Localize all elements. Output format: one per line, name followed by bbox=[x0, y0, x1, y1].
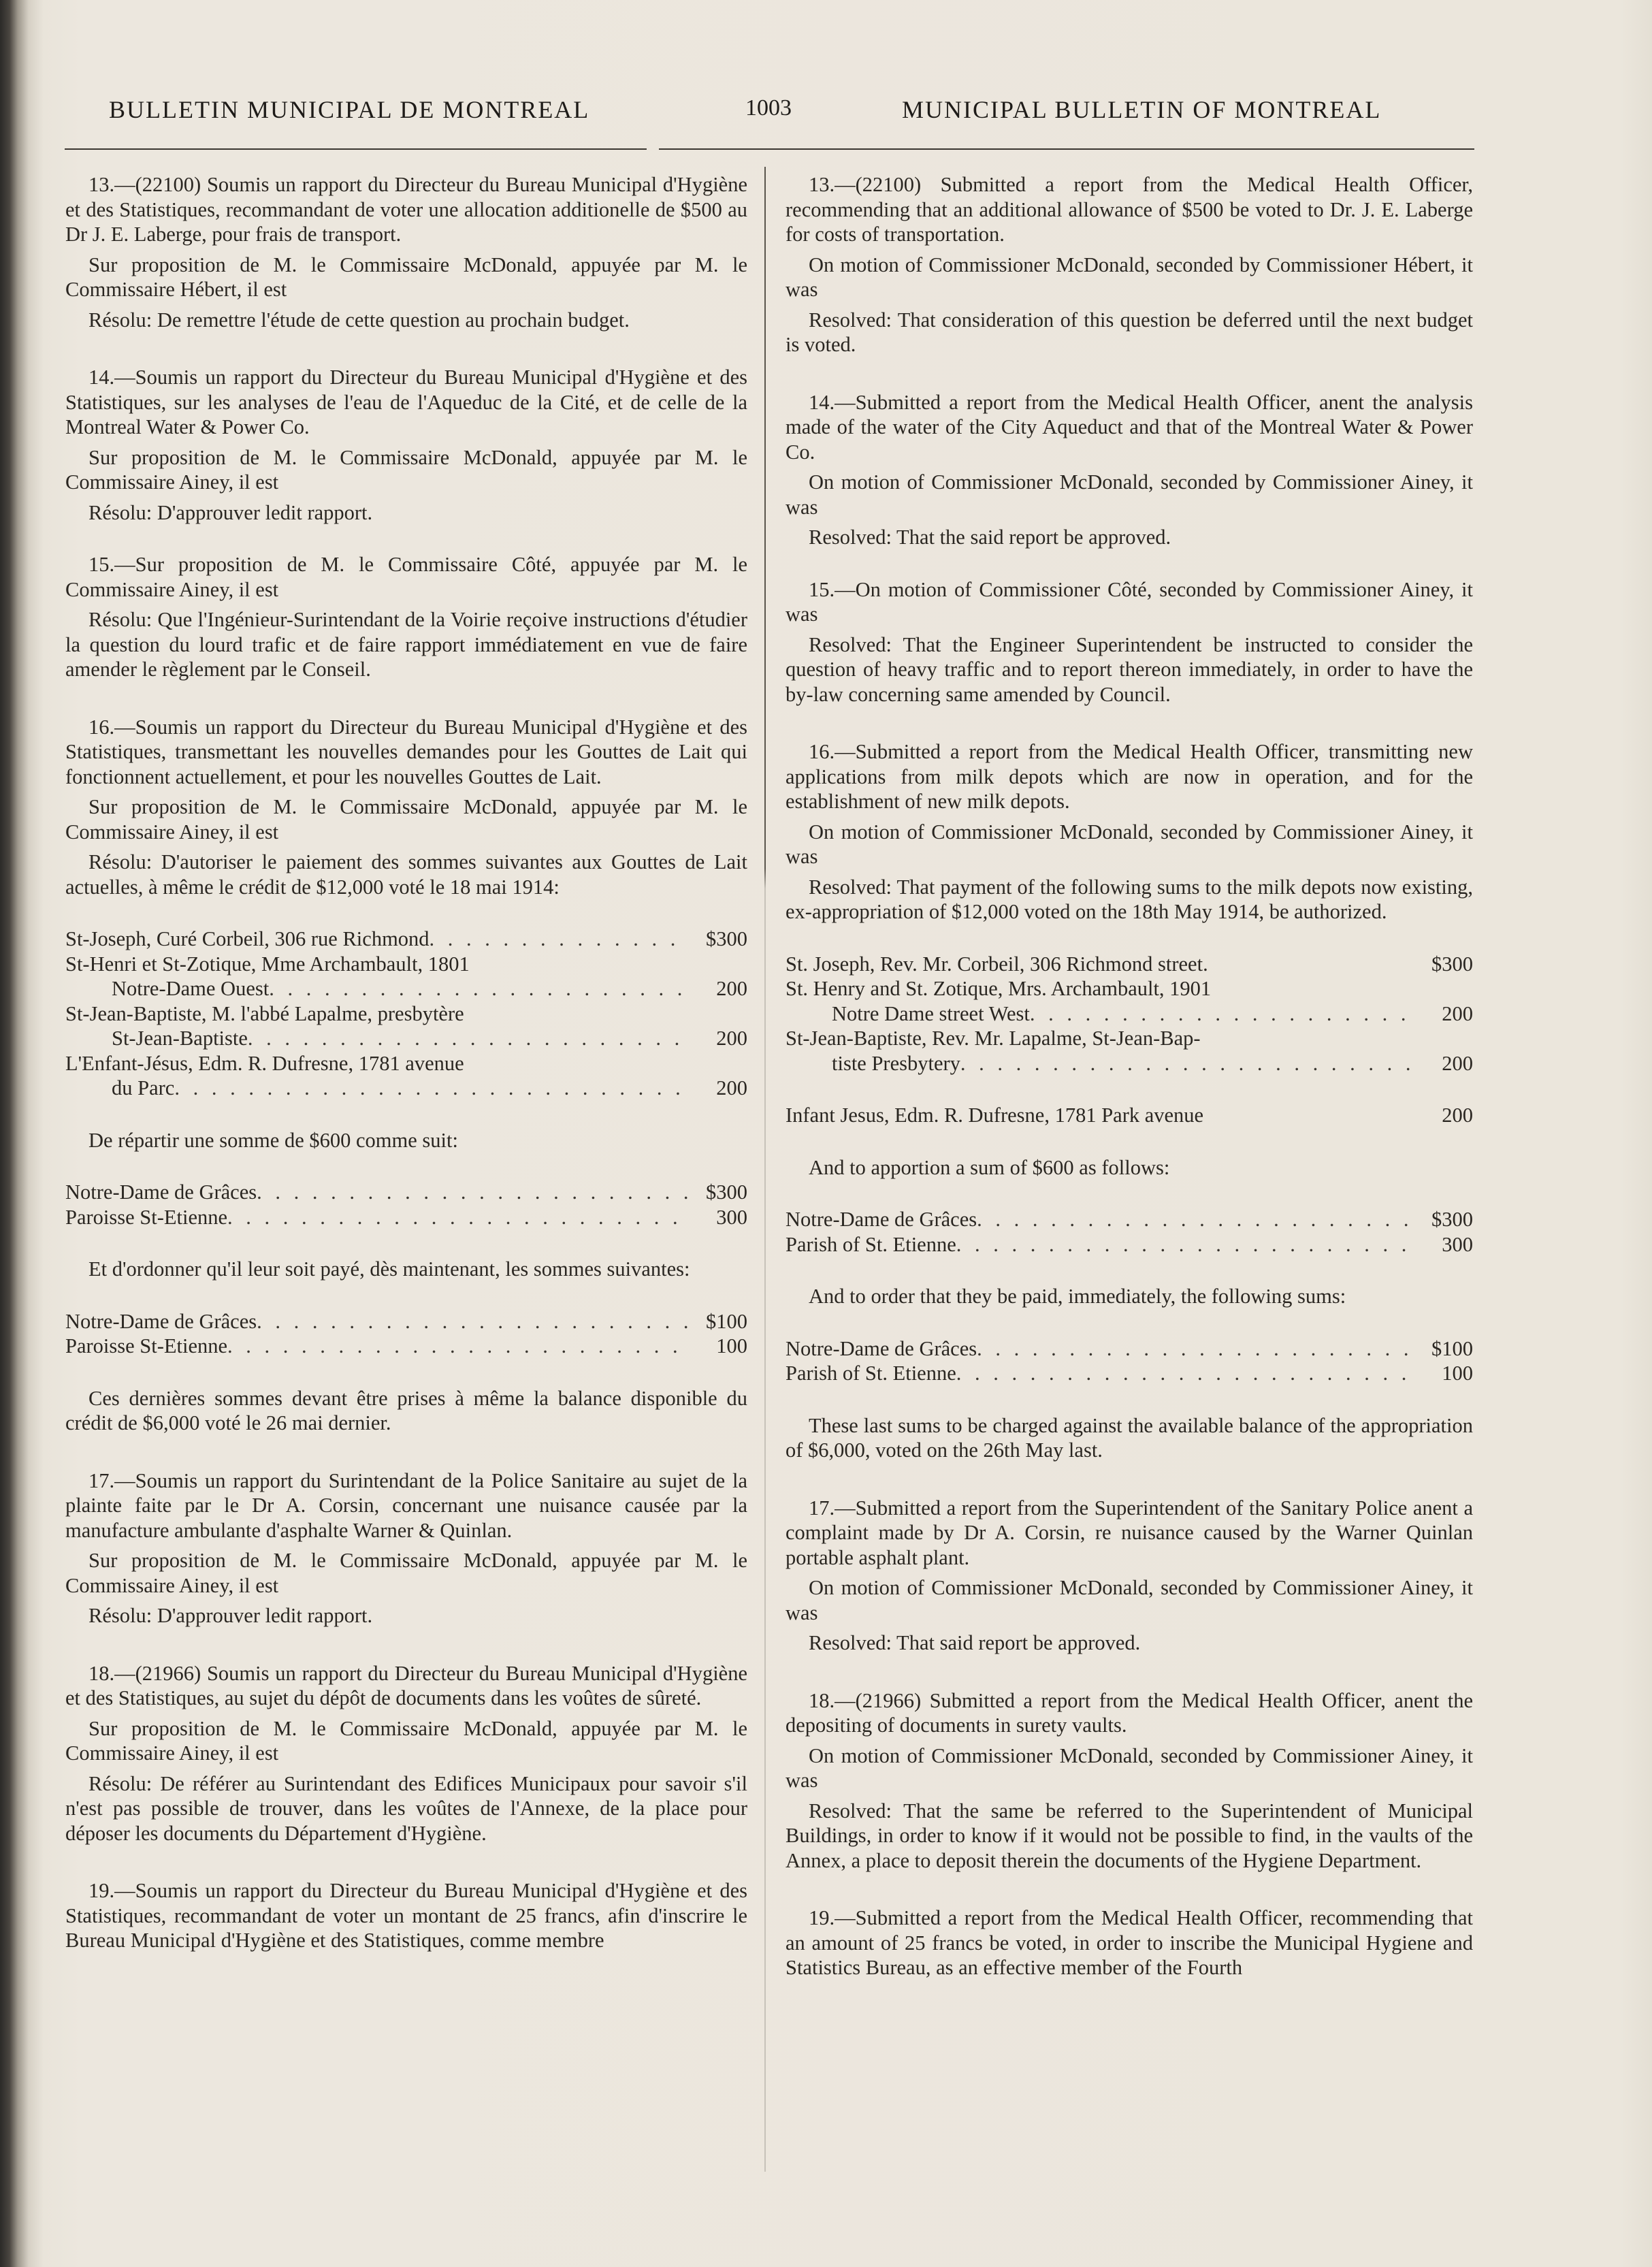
fr-item-17-report: 17.—Soumis un rapport du Surintendant de la Police Sanitaire au sujet de la plainte faite par le Dr A. Corsin, concernant une nuisance causée par la manufacture ambulante d'asphalte Warner & Quinlan. bbox=[65, 1468, 747, 1542]
french-column bbox=[65, 172, 747, 1953]
fr-item-14-resolution: Résolu: D'approuver ledit rapport. bbox=[88, 500, 373, 524]
en-item-13-resolution: Resolved: That consideration of this question be deferred until the next budget is voted. bbox=[785, 308, 1473, 356]
header-rule-left bbox=[65, 148, 647, 150]
fr-depot-amount: 200 bbox=[716, 1027, 747, 1050]
header-title-fr: BULLETIN MUNICIPAL DE MONTREAL bbox=[109, 96, 590, 123]
en-item-18-report: 18.—(21966) Submitted a report from the Medical Health Officer, anent the depositing of documents in surety vaults. bbox=[785, 1688, 1473, 1737]
en-item-13-report: 13.—(22100) Submitted a report from the Medical Health Officer, recommending that an additional allowance of $500 be voted to Dr. J. E. Laberge for costs of transportation. bbox=[785, 173, 1473, 246]
fr-item-16-note: Ces dernières sommes devant être prises à même la balance disponible du crédit de $6,000 voté le 26 mai dernier. bbox=[65, 1386, 747, 1434]
fr-item-14-motion: Sur proposition de M. le Commissaire McDonald, appuyée par M. le Commissaire Ainey, il est bbox=[65, 445, 747, 494]
fr-item-19-report: 19.—Soumis un rapport du Directeur du Bureau Municipal d'Hygiène et des Statistiques, recommandant de voter un montant de 25 francs, afin d'inscrire le Bureau Municipal d'Hygiène et des Statistiques, comme membre bbox=[65, 1879, 747, 1952]
en-depot-row: St. Joseph, Rev. Mr. Corbeil, 306 Richmond street. $300 bbox=[785, 952, 1473, 976]
en-item-18-resolution: Resolved: That the same be referred to the Superintendent of Municipal Buildings, in order to know if it would not be possible to find, in the vaults of the Annex, a place to deposit therein the documents of the Hygiene Department. bbox=[785, 1799, 1473, 1872]
en-item-16-report: 16.—Submitted a report from the Medical Health Officer, transmitting new applications from milk depots which are now in operation, and for the establishment of new milk depots. bbox=[785, 740, 1473, 813]
fr-item-16-resolution: Résolu: D'autoriser le paiement des sommes suivantes aux Gouttes de Lait actuelles, à même le crédit de $12,000 voté le 18 mai 1914: bbox=[65, 850, 747, 899]
en-item-14-report: 14.—Submitted a report from the Medical Health Officer, anent the analysis made of the water of the City Aqueduct and that of the Montreal Water & Power Co. bbox=[785, 390, 1473, 464]
fr-depot-amount: 200 bbox=[716, 977, 747, 1000]
fr-depot-row-cont: Notre-Dame Ouest . . . 200 bbox=[65, 976, 747, 1001]
fr-depot-amount: $300 bbox=[706, 927, 747, 950]
en-item-16-note: These last sums to be charged against the available balance of the appropriation of $6,000, voted on the 26th May last. bbox=[785, 1413, 1473, 1462]
fr-depot-amount: 200 bbox=[716, 1076, 747, 1099]
en-depot-amount: $300 bbox=[1431, 952, 1473, 976]
en-item-17-motion: On motion of Commissioner McDonald, seconded by Commissioner Ainey, it was bbox=[785, 1576, 1473, 1624]
header-title-en: MUNICIPAL BULLETIN OF MONTREAL bbox=[902, 96, 1382, 123]
fr-item-13-resolution: Résolu: De remettre l'étude de cette question au prochain budget. bbox=[88, 308, 630, 332]
fr-apportion-row: Paroisse St-Etienne . . . 300 bbox=[65, 1205, 747, 1230]
en-depot-amount: 200 bbox=[1442, 1051, 1473, 1075]
en-item-16-motion: On motion of Commissioner McDonald, seconded by Commissioner Ainey, it was bbox=[785, 820, 1473, 868]
en-item-14-motion: On motion of Commissioner McDonald, seconded by Commissioner Ainey, it was bbox=[785, 470, 1473, 519]
en-apportion-row: Parish of St. Etienne . . . 300 bbox=[785, 1232, 1473, 1257]
fr-item-16-order: Et d'ordonner qu'il leur soit payé, dès maintenant, les sommes suivantes: bbox=[88, 1257, 690, 1281]
en-item-18-motion: On motion of Commissioner McDonald, seconded by Commissioner Ainey, it was bbox=[785, 1743, 1473, 1792]
fr-depot-row-cont: du Parc . . . 200 bbox=[65, 1076, 747, 1101]
en-item-15-resolution: Resolved: That the Engineer Superintendent be instructed to consider the question of heavy traffic and to report thereon immediately, in order to have the by-law concerning same amended by Council. bbox=[785, 632, 1473, 706]
fr-depot-row: St-Jean-Baptiste, M. l'abbé Lapalme, presbytère bbox=[65, 1001, 464, 1025]
en-item-19-report: 19.—Submitted a report from the Medical Health Officer, recommending that an amount of 25 francs be voted, in order to inscribe the Municipal Hygiene and Statistics Bureau, as an effective member of the Fourth bbox=[785, 1906, 1473, 1979]
en-depot-row: St-Jean-Baptiste, Rev. Mr. Lapalme, St-Jean-Bap- bbox=[785, 1027, 1201, 1050]
en-depot-row-cont: Notre Dame street West . . . 200 bbox=[785, 1001, 1473, 1027]
en-item-17-resolution: Resolved: That said report be approved. bbox=[809, 1631, 1141, 1654]
header-rule-right bbox=[659, 148, 1474, 150]
fr-payment-row: Notre-Dame de Grâces . . . $100 bbox=[65, 1309, 747, 1334]
fr-depot-row: St-Joseph, Curé Corbeil, 306 rue Richmond . . . $300 bbox=[65, 927, 747, 952]
en-item-16-resolution: Resolved: That payment of the following sums to the milk depots now existing, ex-appropriation of $12,000 voted on the 18th May 1914, be authorized. bbox=[785, 875, 1473, 923]
en-item-14-resolution: Resolved: That the said report be approved. bbox=[809, 526, 1171, 549]
en-payment-row: Parish of St. Etienne . . . 100 bbox=[785, 1361, 1473, 1386]
fr-item-16-apportion: De répartir une somme de $600 comme suit: bbox=[88, 1128, 458, 1152]
en-depot-amount: 200 bbox=[1442, 1001, 1473, 1025]
fr-payment-row: Paroisse St-Etienne . . . 100 bbox=[65, 1334, 747, 1359]
fr-item-18-report: 18.—(21966) Soumis un rapport du Directeur du Bureau Municipal d'Hygiène et des Statistiques, au sujet du dépôt de documents dans les voûtes de sûreté. bbox=[65, 1661, 747, 1709]
fr-depot-row: L'Enfant-Jésus, Edm. R. Dufresne, 1781 avenue bbox=[65, 1051, 464, 1075]
fr-item-14-report: 14.—Soumis un rapport du Directeur du Bureau Municipal d'Hygiène et des Statistiques, sur les analyses de l'eau de l'Aqueduc de la Cité, et de celle de la Montreal Water & Power Co. bbox=[65, 366, 747, 438]
en-depot-amount: 200 bbox=[1442, 1104, 1473, 1127]
fr-item-18-motion: Sur proposition de M. le Commissaire McDonald, appuyée par M. le Commissaire Ainey, il est bbox=[65, 1716, 747, 1765]
en-payment-row: Notre-Dame de Grâces . . . $100 bbox=[785, 1336, 1473, 1362]
fr-item-13-motion: Sur proposition de M. le Commissaire McDonald, appuyée par M. le Commissaire Hébert, il est bbox=[65, 253, 747, 301]
fr-depot-row: St-Henri et St-Zotique, Mme Archambault, 1801 bbox=[65, 952, 470, 976]
fr-item-16-report: 16.—Soumis un rapport du Directeur du Bureau Municipal d'Hygiène et des Statistiques, transmettant les nouvelles demandes pour les Gouttes de Lait qui fonctionnent actuellement, et pour les nouvelles Gouttes de Lait. bbox=[65, 715, 747, 788]
en-item-17-report: 17.—Submitted a report from the Superintendent of the Sanitary Police anent a complaint made by Dr A. Corsin, re nuisance caused by the Warner Quinlan portable asphalt plant. bbox=[785, 1496, 1473, 1569]
column-divider bbox=[764, 167, 766, 2172]
fr-item-17-resolution: Résolu: D'approuver ledit rapport. bbox=[88, 1604, 373, 1627]
page-header bbox=[88, 95, 1477, 129]
fr-depot-row-cont: St-Jean-Baptiste . . . 200 bbox=[65, 1026, 747, 1051]
en-item-13-motion: On motion of Commissioner McDonald, seconded by Commissioner Hébert, it was bbox=[785, 253, 1473, 301]
english-column bbox=[785, 172, 1473, 1980]
en-apportion-row: Notre-Dame de Grâces . . . $300 bbox=[785, 1207, 1473, 1232]
fr-item-18-resolution: Résolu: De référer au Surintendant des Edifices Municipaux pour savoir s'il n'est pas possible de trouver, dans les voûtes de l'Annexe, de la place pour déposer les documents du Département d'Hygiène. bbox=[65, 1771, 747, 1845]
en-item-16-apportion: And to apportion a sum of $600 as follows: bbox=[809, 1155, 1170, 1179]
en-item-15-motion: 15.—On motion of Commissioner Côté, seconded by Commissioner Ainey, it was bbox=[785, 577, 1473, 626]
fr-item-15-resolution: Résolu: Que l'Ingénieur-Surintendant de la Voirie reçoive instructions d'étudier la question du lourd trafic et de faire rapport immédiatement en vue de faire amender le règlement par le Conseil. bbox=[65, 608, 747, 681]
en-depot-row: Infant Jesus, Edm. R. Dufresne, 1781 Park avenue 200 bbox=[785, 1104, 1473, 1127]
en-item-16-order: And to order that they be paid, immediately, the following sums: bbox=[809, 1285, 1346, 1308]
fr-item-16-motion: Sur proposition de M. le Commissaire McDonald, appuyée par M. le Commissaire Ainey, il est bbox=[65, 795, 747, 843]
page-number: 1003 bbox=[745, 95, 792, 120]
fr-item-17-motion: Sur proposition de M. le Commissaire McDonald, appuyée par M. le Commissaire Ainey, il est bbox=[65, 1549, 747, 1597]
fr-item-15-motion: 15.—Sur proposition de M. le Commissaire Côté, appuyée par M. le Commissaire Ainey, il est bbox=[65, 553, 747, 601]
en-depot-row: St. Henry and St. Zotique, Mrs. Archambault, 1901 bbox=[785, 977, 1212, 1000]
fr-item-13-report: 13.—(22100) Soumis un rapport du Directeur du Bureau Municipal d'Hygiène et des Statistiques, recommandant de voter une allocation additionelle de $500 au Dr J. E. Laberge, pour frais de transport. bbox=[65, 173, 747, 246]
fr-apportion-row: Notre-Dame de Grâces . . . $300 bbox=[65, 1180, 747, 1205]
en-depot-row-cont: tiste Presbytery . . . 200 bbox=[785, 1051, 1473, 1076]
